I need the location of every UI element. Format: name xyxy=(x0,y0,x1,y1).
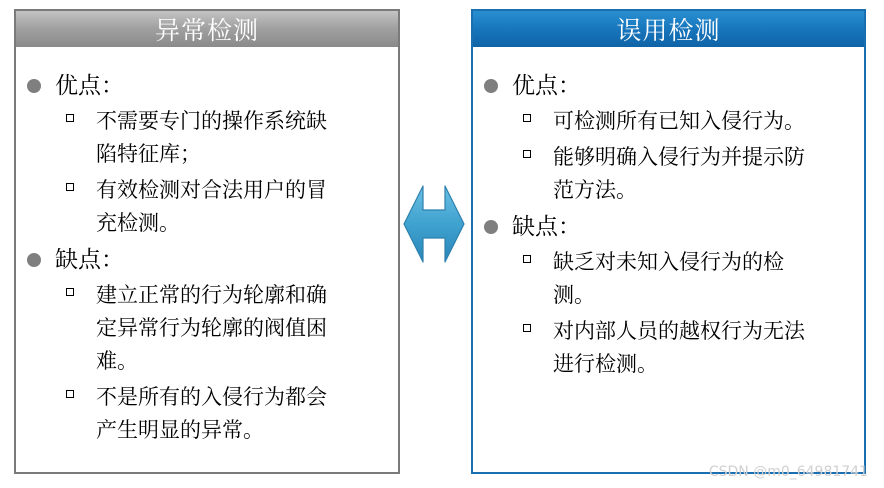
anomaly-detection-content xyxy=(26,69,390,450)
misuse-cons-heading: 缺点： xyxy=(512,214,581,240)
list-item: 建立正常的行为轮廓和确 定异常行为轮廓的阀值困 难。 xyxy=(26,279,390,378)
circle-bullet-icon xyxy=(27,79,41,93)
list-item: 不需要专门的操作系统缺 陷特征库； xyxy=(26,105,390,171)
double-headed-arrow-icon xyxy=(403,183,465,265)
square-bullet-icon xyxy=(523,324,531,332)
misuse-detection-panel xyxy=(471,9,866,474)
square-bullet-icon xyxy=(523,255,531,263)
list-item: 可检测所有已知入侵行为。 xyxy=(483,105,856,138)
anomaly-pros-section xyxy=(26,69,390,240)
square-bullet-icon xyxy=(66,288,74,296)
watermark: CSDN @m0_64981741 xyxy=(708,464,868,480)
anomaly-cons-section xyxy=(26,243,390,447)
list-item: 不是所有的入侵行为都会 产生明显的异常。 xyxy=(26,381,390,447)
list-item: 对内部人员的越权行为无法 进行检测。 xyxy=(483,315,856,381)
misuse-cons-section xyxy=(483,210,856,381)
anomaly-detection-panel xyxy=(14,9,400,474)
list-item: 能够明确入侵行为并提示防 范方法。 xyxy=(483,141,856,207)
misuse-pros-heading: 优点： xyxy=(512,73,581,99)
square-bullet-icon xyxy=(66,390,74,398)
anomaly-pros-heading: 优点： xyxy=(55,73,124,99)
misuse-pros-section xyxy=(483,69,856,207)
anomaly-detection-title: 异常检测 xyxy=(16,11,398,47)
list-item: 有效检测对合法用户的冒 充检测。 xyxy=(26,174,390,240)
anomaly-cons-heading: 缺点： xyxy=(55,247,124,273)
list-item: 缺乏对未知入侵行为的检 测。 xyxy=(483,246,856,312)
square-bullet-icon xyxy=(523,150,531,158)
circle-bullet-icon xyxy=(484,79,498,93)
square-bullet-icon xyxy=(66,183,74,191)
circle-bullet-icon xyxy=(27,253,41,267)
misuse-detection-title: 误用检测 xyxy=(473,11,864,47)
misuse-detection-content xyxy=(483,69,856,384)
square-bullet-icon xyxy=(523,114,531,122)
circle-bullet-icon xyxy=(484,220,498,234)
square-bullet-icon xyxy=(66,114,74,122)
